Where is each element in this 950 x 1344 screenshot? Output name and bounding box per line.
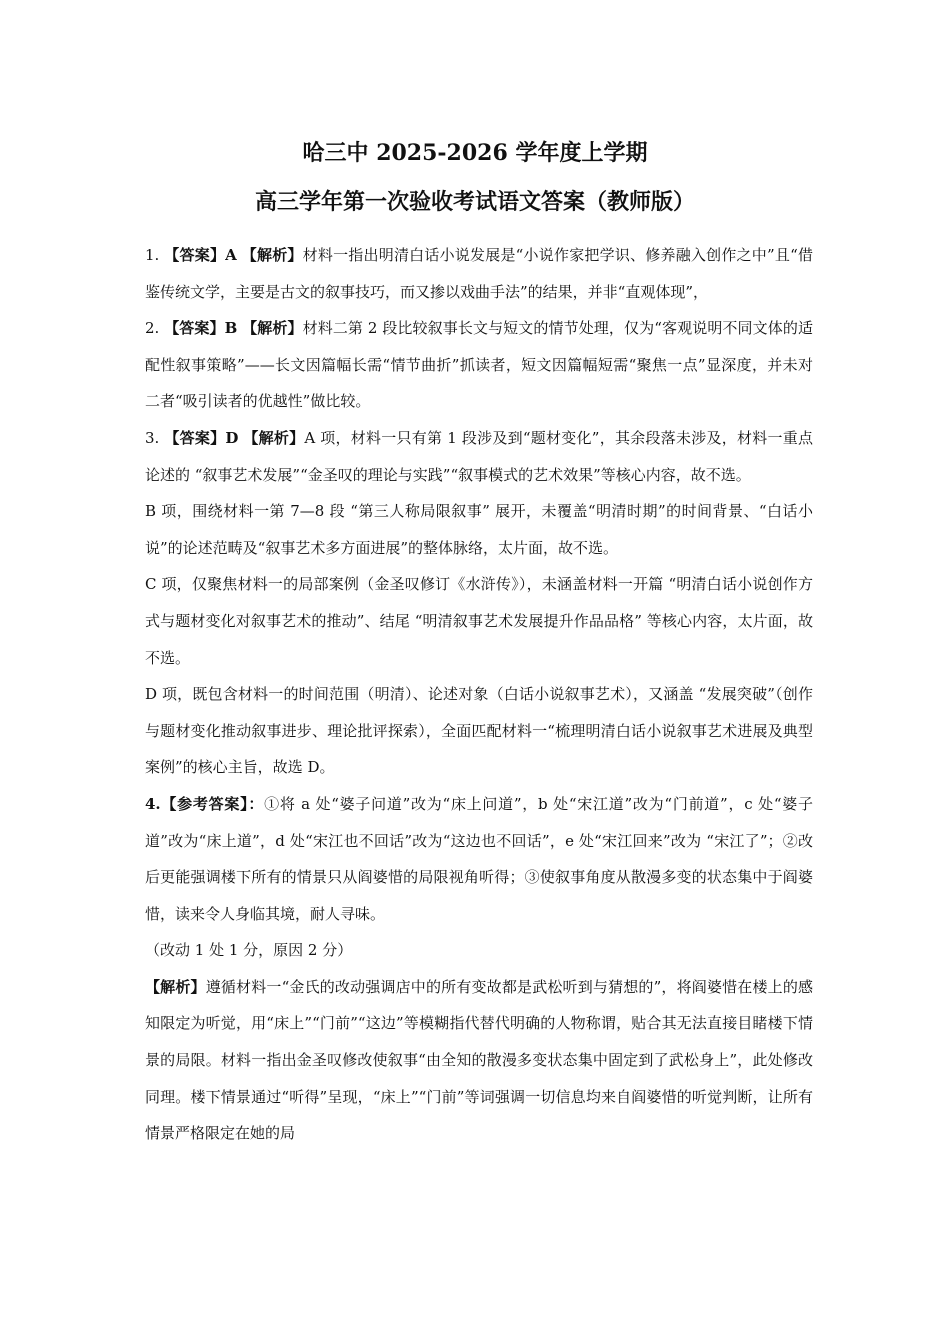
question-2 [145, 310, 813, 420]
question-3-analysis-tag: 【解析】 [243, 428, 305, 447]
question-4-score-note: （改动 1 处 1 分，原因 2 分） [145, 941, 353, 960]
question-4-reference-answer: ①将 a 处“婆子问道”改为“床上问道”，b 处“宋江道”改为“门前道”，c 处“婆子道”改为“床上道”，d 处“宋江也不回话”改为“这边也不回话”，e 处“宋江回来”改为 “宋江了”；②改后更能强调楼下所有的情景只从阎婆惜的局限视角听得；③使叙事角度从散漫多变的状态集中于阎婆惜，读来令人身临其境，耐人寻味。 [145, 794, 813, 923]
question-4-analysis: 遵循材料一“金氏的改动强调店中的所有变故都是武松听到与猜想的”，将阎婆惜在楼上的感知限定为听觉，用“床上”“门前”“这边”等模糊指代替代明确的人物称谓，贴合其无法直接目睹楼下情景的局限。材料一指出金圣叹修改使叙事“由全知的散漫多变状态集中固定到了武松身上”，此处修改同理。楼下情景通过“听得”呈现，“床上”“门前”等词强调一切信息均来自阎婆惜的听觉判断，让所有情景严格限定在她的局 [145, 977, 813, 1143]
question-3-option-c: C 项，仅聚焦材料一的局部案例（金圣叹修订《水浒传》），未涵盖材料一开篇 “明清白话小说创作方式与题材变化对叙事艺术的推动”、结尾 “明清叙事艺术发展提升作品品格” 等核心内容，太片面，故不选。 [145, 575, 813, 667]
question-1-answer: 【答案】A [164, 246, 237, 264]
question-2-analysis-tag: 【解析】 [242, 319, 303, 338]
question-2-number: 2. [145, 319, 160, 338]
question-3-number: 3. [145, 428, 160, 447]
question-3-answer: 【答案】D [164, 428, 239, 447]
question-1 [145, 237, 813, 310]
question-1-analysis-tag: 【解析】 [241, 246, 303, 264]
question-4-analysis-tag: 【解析】 [145, 977, 206, 996]
question-4-reference-answer-tag: 4.【参考答案】： [145, 794, 265, 813]
question-2-answer: 【答案】B [164, 319, 238, 338]
question-3 [145, 420, 813, 493]
answer-body [145, 237, 813, 1152]
question-2-analysis: 材料二第 2 段比较叙事长文与短文的情节处理，仅为“客观说明不同文体的适配性叙事策略”——长文因篇幅长需“情节曲折”抓读者，短文因篇幅短需“聚焦一点”显深度，并未对二者“吸引读者的优越性”做比较。 [145, 319, 813, 411]
question-4-analysis-block [145, 969, 813, 1152]
document-title-line2: 高三学年第一次验收考试语文答案（教师版） [254, 189, 695, 215]
question-3-option-b: B 项，围绕材料一第 7—8 段 “第三人称局限叙事” 展开，未覆盖“明清时期”的时间背景、“白话小说”的论述范畴及“叙事艺术多方面进展”的整体脉络，太片面，故不选。 [145, 502, 813, 557]
document-title-line1: 哈三中 2025-2026 学年度上学期 [302, 140, 648, 166]
question-1-analysis: 材料一指出明清白话小说发展是“小说作家把学识、修养融入创作之中”且“借鉴传统文学，主要是古文的叙事技巧，而又掺以戏曲手法”的结果，并非“直观体现”， [145, 246, 813, 301]
question-3-option-a: A 项，材料一只有第 1 段涉及到“题材变化”，其余段落未涉及，材料一重点论述的 “叙事艺术发展”“金圣叹的理论与实践”“叙事模式的艺术效果”等核心内容，故不选。 [145, 428, 813, 484]
question-1-number: 1. [145, 246, 160, 264]
question-3-option-d: D 项，既包含材料一的时间范围（明清）、论述对象（白话小说叙事艺术），又涵盖 “发展突破”（创作与题材变化推动叙事进步、理论批评探索），全面匹配材料一“梳理明清白话小说叙事艺术进展及典型案例”的核心主旨，故选 D。 [145, 685, 813, 777]
question-4 [145, 786, 813, 932]
